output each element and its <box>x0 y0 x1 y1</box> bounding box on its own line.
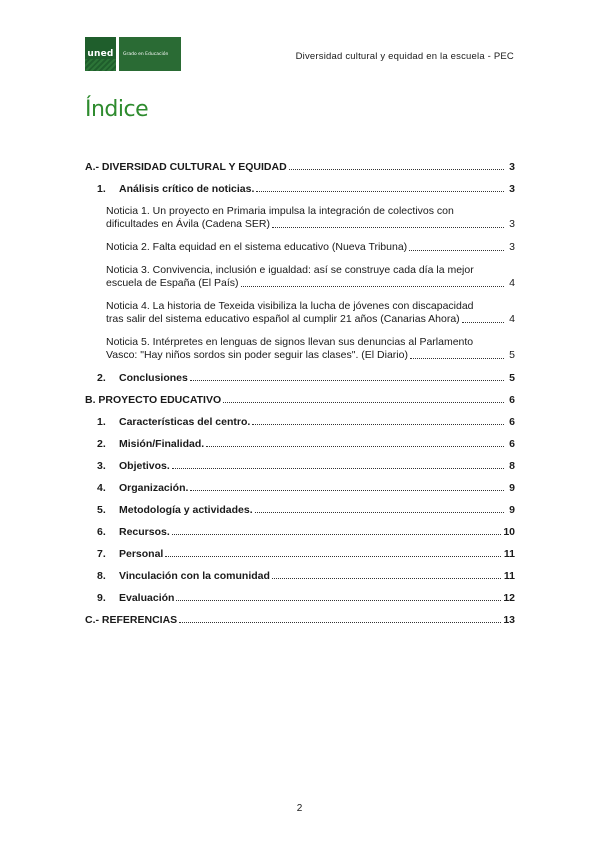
toc-entry-noticia-3[interactable]: Noticia 3. Convivencia, inclusión e igualdad: así se construye cada día la mejor escuela de España (El País) 4 <box>106 264 515 289</box>
toc-entry-b1[interactable]: 1. Características del centro. 6 <box>97 416 515 428</box>
document-header-title: Diversidad cultural y equidad en la escuela - PEC <box>295 51 514 62</box>
uned-logo <box>85 37 181 71</box>
toc-entry-noticia-2[interactable]: Noticia 2. Falta equidad en el sistema educativo (Nueva Tribuna) 3 <box>106 241 515 253</box>
toc-entry-a1[interactable]: 1. Análisis crítico de noticias. 3 <box>97 183 515 195</box>
table-of-contents <box>85 161 515 636</box>
toc-entry-b9[interactable]: 9. Evaluación 12 <box>97 592 515 604</box>
uned-logo-mark <box>85 37 116 71</box>
toc-entry-b4[interactable]: 4. Organización. 9 <box>97 482 515 494</box>
toc-entry-noticia-5[interactable]: Noticia 5. Intérpretes en lenguas de signos llevan sus denuncias al Parlamento Vasco: "Hay niños sordos sin poder seguir las clases". (El Diario) 5 <box>106 336 515 361</box>
toc-entry-noticia-4[interactable]: Noticia 4. La historia de Texeida visibiliza la lucha de jóvenes con discapacidad tras salir del sistema educativo español al cumplir 21 años (Canarias Ahora) 4 <box>106 300 515 325</box>
index-heading: Índice <box>85 97 149 122</box>
toc-entry-noticia-1[interactable]: Noticia 1. Un proyecto en Primaria impulsa la integración de colectivos con dificultades en Ávila (Cadena SER) 3 <box>106 205 515 230</box>
toc-entry-b3[interactable]: 3. Objetivos. 8 <box>97 460 515 472</box>
toc-entry-a[interactable]: A.- DIVERSIDAD CULTURAL Y EQUIDAD 3 <box>85 161 515 173</box>
toc-entry-b2[interactable]: 2. Misión/Finalidad. 6 <box>97 438 515 450</box>
toc-entry-b[interactable]: B. PROYECTO EDUCATIVO 6 <box>85 394 515 406</box>
logo-subtext: Grado en Educación <box>119 37 181 71</box>
toc-entry-a2[interactable]: 2. Conclusiones 5 <box>97 372 515 384</box>
toc-entry-b6[interactable]: 6. Recursos. 10 <box>97 526 515 538</box>
toc-entry-c[interactable]: C.- REFERENCIAS 13 <box>85 614 515 626</box>
page-number: 2 <box>296 803 303 814</box>
toc-entry-b8[interactable]: 8. Vinculación con la comunidad 11 <box>97 570 515 582</box>
toc-entry-b7[interactable]: 7. Personal 11 <box>97 548 515 560</box>
toc-entry-b5[interactable]: 5. Metodología y actividades. 9 <box>97 504 515 516</box>
logo-text: uned <box>87 49 114 59</box>
